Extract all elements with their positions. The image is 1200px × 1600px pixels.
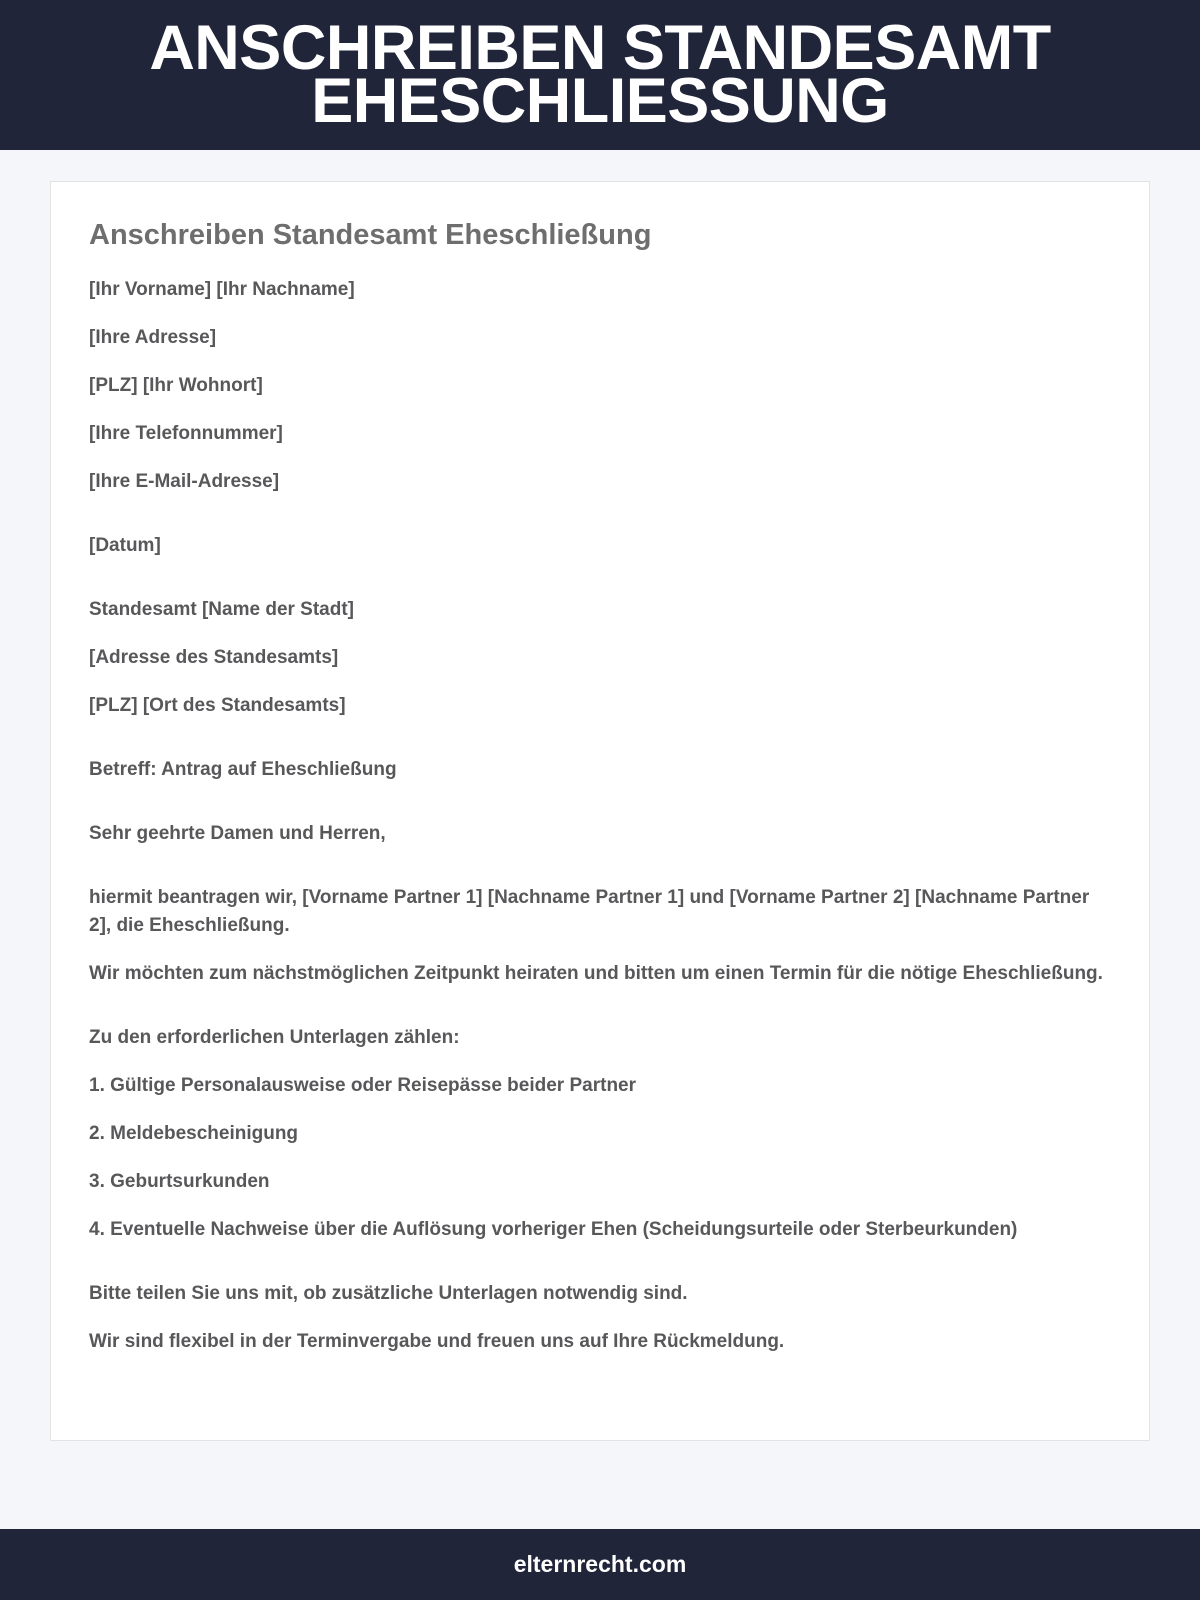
sender-address-line: [Ihre Adresse] xyxy=(89,327,217,348)
document-item-1: 1. Gültige Personalausweise oder Reisepässe beider Partner xyxy=(89,1075,637,1096)
recipient-office-line: Standesamt [Name der Stadt] xyxy=(89,599,355,620)
recipient-city-line: [PLZ] [Ort des Standesamts] xyxy=(89,695,346,716)
document-item-4: 4. Eventuelle Nachweise über die Auflösung vorheriger Ehen (Scheidungsurteile oder Sterbeurkunden) xyxy=(89,1219,1018,1240)
page-title: ANSCHREIBEN STANDESAMT EHESCHLIESSUNG xyxy=(149,13,1051,136)
main-area xyxy=(0,150,1200,1529)
page-header xyxy=(0,0,1200,150)
sender-city-line: [PLZ] [Ihr Wohnort] xyxy=(89,375,263,396)
sender-name-line: [Ihr Vorname] [Ihr Nachname] xyxy=(89,279,355,300)
document-item-2: 2. Meldebescheinigung xyxy=(89,1123,299,1144)
request-paragraph: hiermit beantragen wir, [Vorname Partner 1] [Nachname Partner 1] und [Vorname Partner 2] [Nachname Partner 2], die Eheschließung. xyxy=(89,887,1090,936)
letter-card xyxy=(50,181,1150,1441)
appointment-paragraph: Wir möchten zum nächstmöglichen Zeitpunkt heiraten und bitten um einen Termin für die nötige Eheschließung. xyxy=(89,963,1103,984)
closing-line: Wir sind flexibel in der Terminvergabe und freuen uns auf Ihre Rückmeldung. xyxy=(89,1331,785,1352)
document-item-3: 3. Geburtsurkunden xyxy=(89,1171,270,1192)
footer-site-name: elternrecht.com xyxy=(513,1551,687,1577)
date-line: [Datum] xyxy=(89,535,161,556)
documents-intro-line: Zu den erforderlichen Unterlagen zählen: xyxy=(89,1027,460,1048)
sender-email-line: [Ihre E-Mail-Adresse] xyxy=(89,471,280,492)
recipient-address-line: [Adresse des Standesamts] xyxy=(89,647,339,668)
page-footer xyxy=(0,1529,1200,1600)
subject-line: Betreff: Antrag auf Eheschließung xyxy=(89,759,397,780)
sender-phone-line: [Ihre Telefonnummer] xyxy=(89,423,283,444)
salutation-line: Sehr geehrte Damen und Herren, xyxy=(89,823,386,844)
additional-docs-line: Bitte teilen Sie uns mit, ob zusätzliche Unterlagen notwendig sind. xyxy=(89,1283,688,1304)
document-title: Anschreiben Standesamt Eheschließung xyxy=(89,219,652,251)
